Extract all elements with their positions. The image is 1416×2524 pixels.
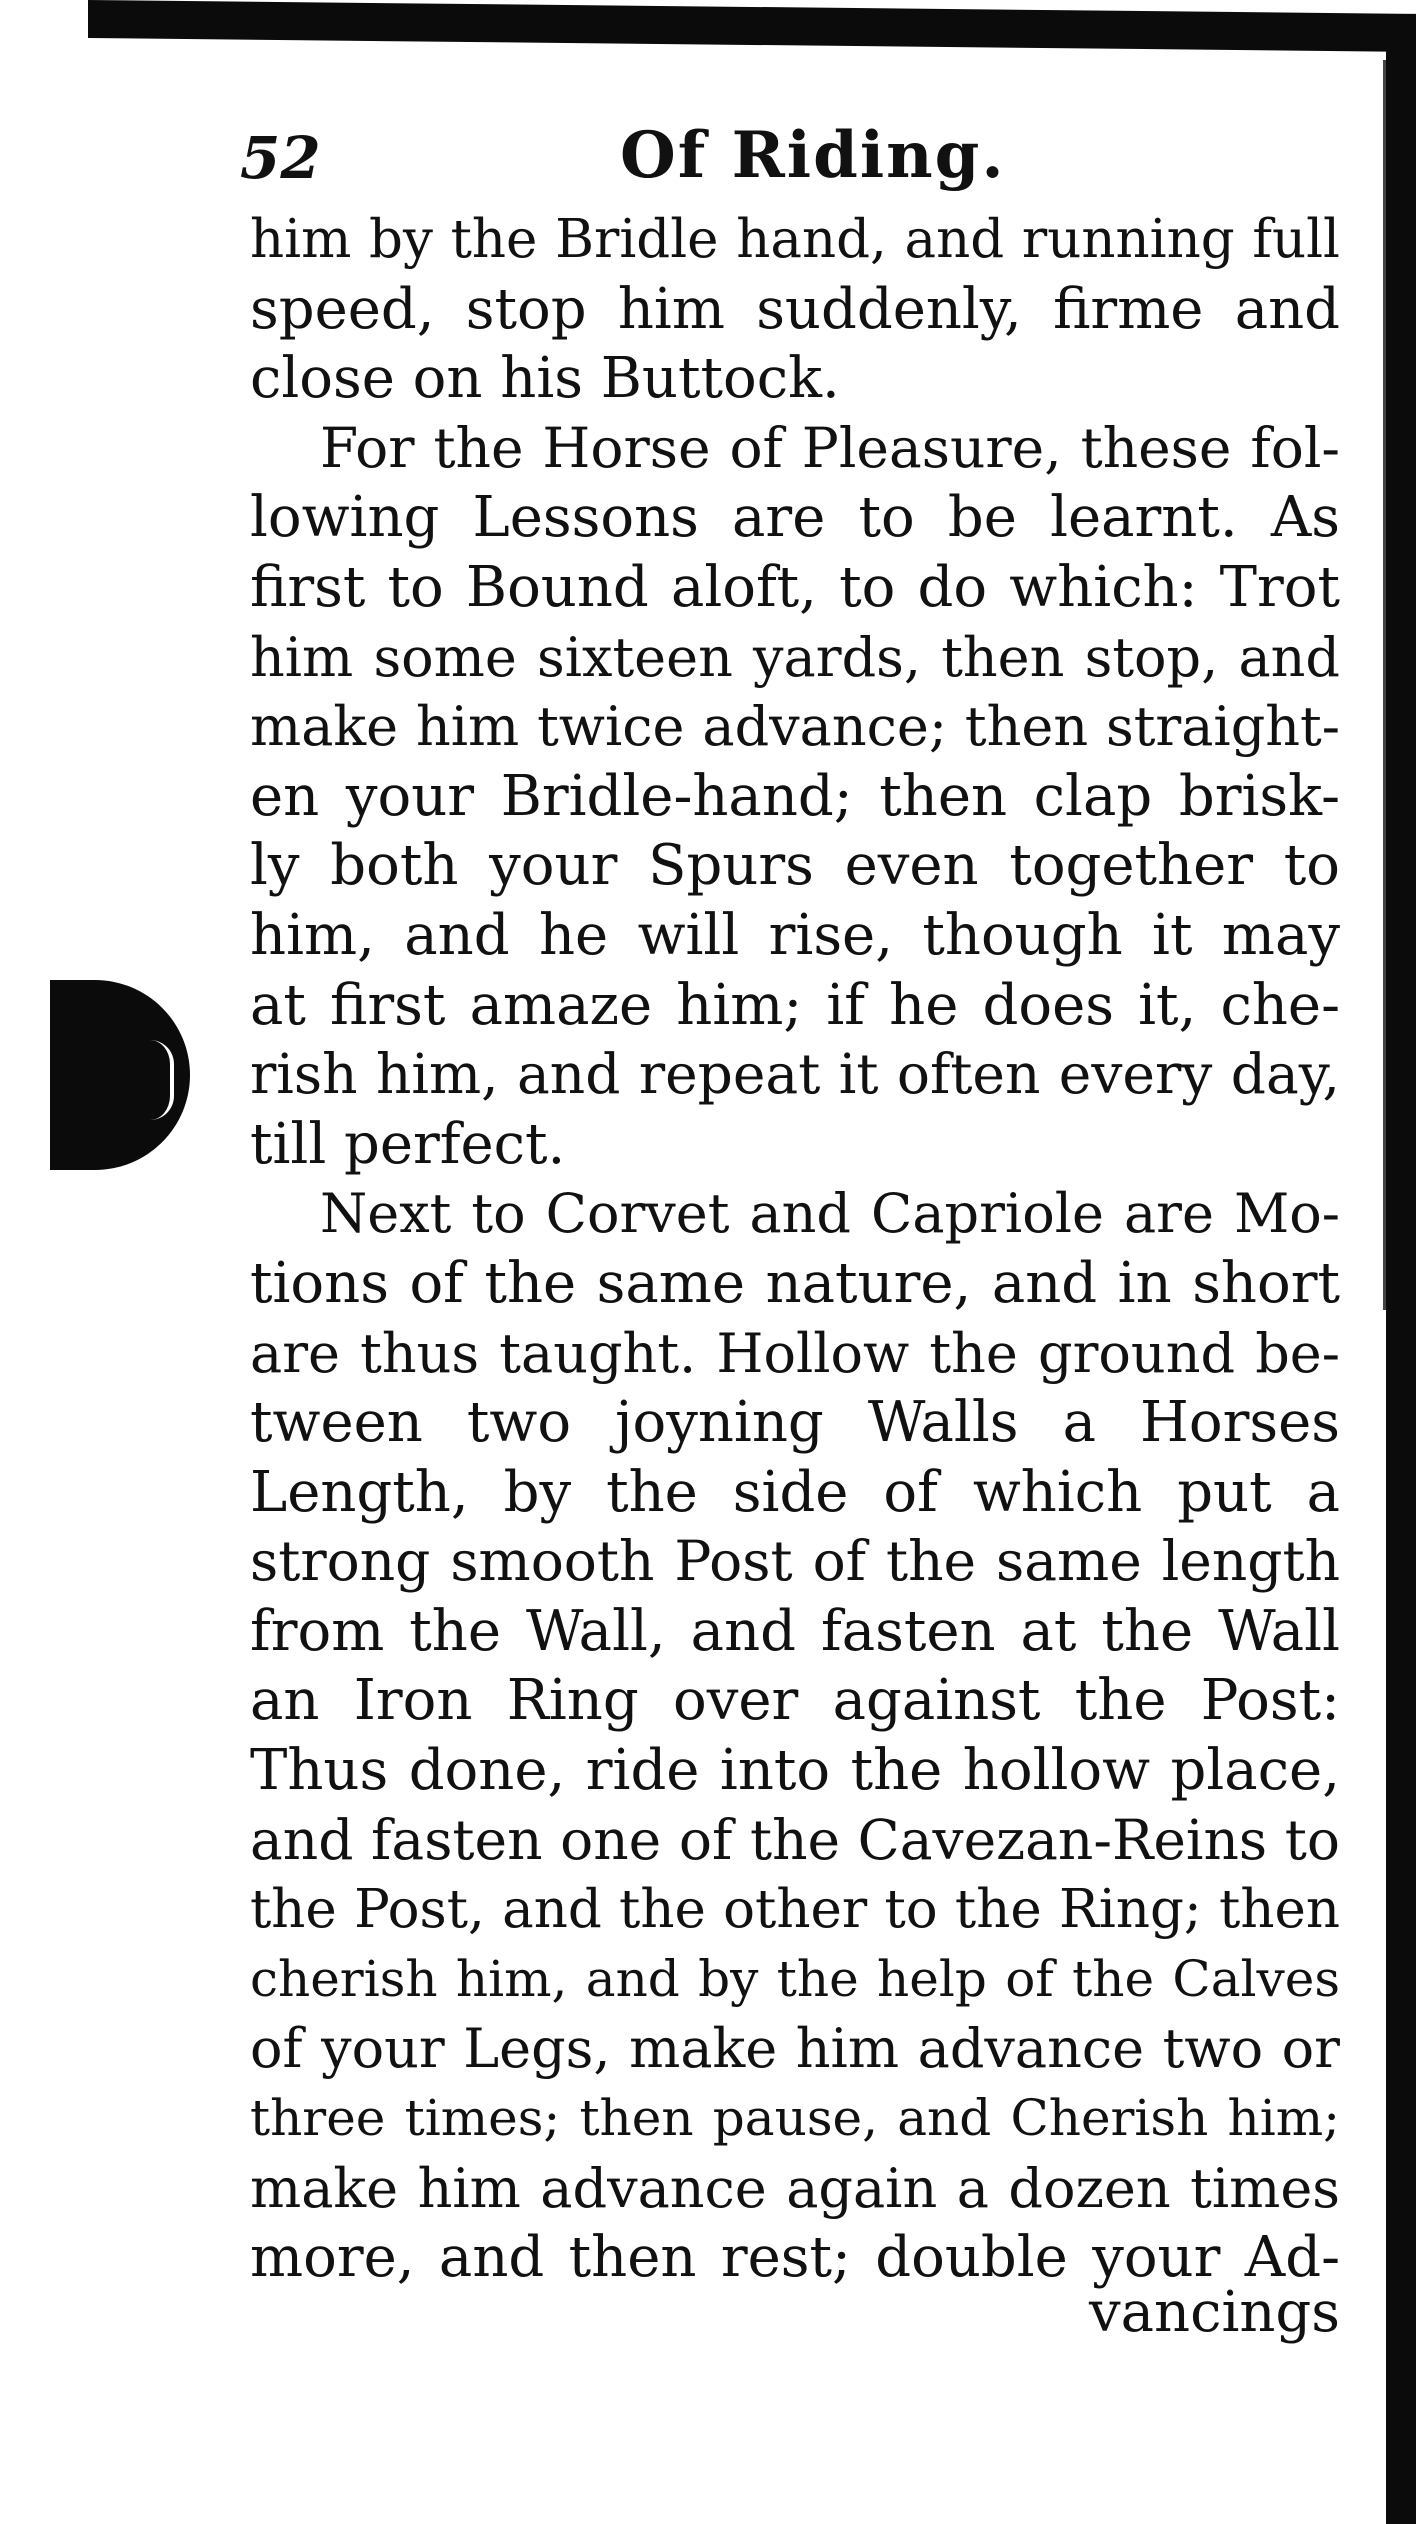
page-top-shadow bbox=[88, 0, 1416, 52]
text-line: close on his Buttock. bbox=[250, 346, 840, 412]
text-line: first to Bound aloft, to do which: Trot bbox=[250, 554, 1340, 620]
text-line: rish him, and repeat it often every day, bbox=[250, 1042, 1340, 1107]
text-line: ly both your Spurs even together to bbox=[250, 833, 1340, 899]
text-line: an Iron Ring over against the Post: bbox=[250, 1668, 1340, 1734]
page-right-edge-shadow bbox=[1386, 40, 1416, 2524]
text-line: more, and then rest; double your Ad- bbox=[250, 2225, 1340, 2291]
text-line: lowing Lessons are to be learnt. As bbox=[250, 485, 1340, 551]
text-line: are thus taught. Hollow the ground be- bbox=[250, 1321, 1340, 1385]
text-line: three times; then pause, and Cherish him; bbox=[250, 2089, 1340, 2148]
text-line: of your Legs, make him advance two or bbox=[250, 2017, 1340, 2081]
page-gutter-line bbox=[1383, 60, 1386, 1310]
text-line: him, and he will rise, though it may bbox=[250, 902, 1340, 968]
text-line: Length, by the side of which put a bbox=[250, 1459, 1340, 1525]
text-line: For the Horse of Pleasure, these fol- bbox=[320, 415, 1340, 480]
page-header bbox=[240, 118, 1350, 218]
text-line: strong smooth Post of the same length bbox=[250, 1529, 1340, 1594]
text-line: Next to Corvet and Capriole are Mo- bbox=[320, 1182, 1340, 1246]
text-line: till perfect. bbox=[250, 1111, 566, 1177]
text-line: from the Wall, and fasten at the Wall bbox=[250, 1598, 1340, 1664]
text-line: the Post, and the other to the Ring; then bbox=[250, 1879, 1340, 1941]
page-number: 52 bbox=[240, 124, 321, 192]
text-line: at first amaze him; if he does it, che- bbox=[250, 972, 1340, 1038]
text-line: make him advance again a dozen times bbox=[250, 2156, 1340, 2220]
text-line: him some sixteen yards, then stop, and bbox=[250, 625, 1340, 689]
running-head: Of Riding. bbox=[620, 118, 1006, 193]
thumb-tab-highlight bbox=[150, 1040, 174, 1120]
text-line: en your Bridle-hand; then clap brisk- bbox=[250, 763, 1340, 829]
text-line: and fasten one of the Cavezan-Reins to bbox=[250, 1807, 1340, 1872]
catchword: vancings bbox=[1088, 2280, 1340, 2345]
text-line: him by the Bridle hand, and running full bbox=[250, 209, 1340, 270]
text-line: make him twice advance; then straight- bbox=[250, 695, 1340, 759]
text-line: speed, stop him suddenly, firme and bbox=[250, 276, 1340, 342]
text-line: tions of the same nature, and in short bbox=[250, 1250, 1340, 1316]
text-line: cherish him, and by the help of the Calves bbox=[250, 1949, 1340, 2008]
body-text bbox=[250, 205, 1340, 2293]
text-line: Thus done, ride into the hollow place, bbox=[250, 1738, 1340, 1804]
text-line: tween two joyning Walls a Horses bbox=[250, 1390, 1340, 1456]
